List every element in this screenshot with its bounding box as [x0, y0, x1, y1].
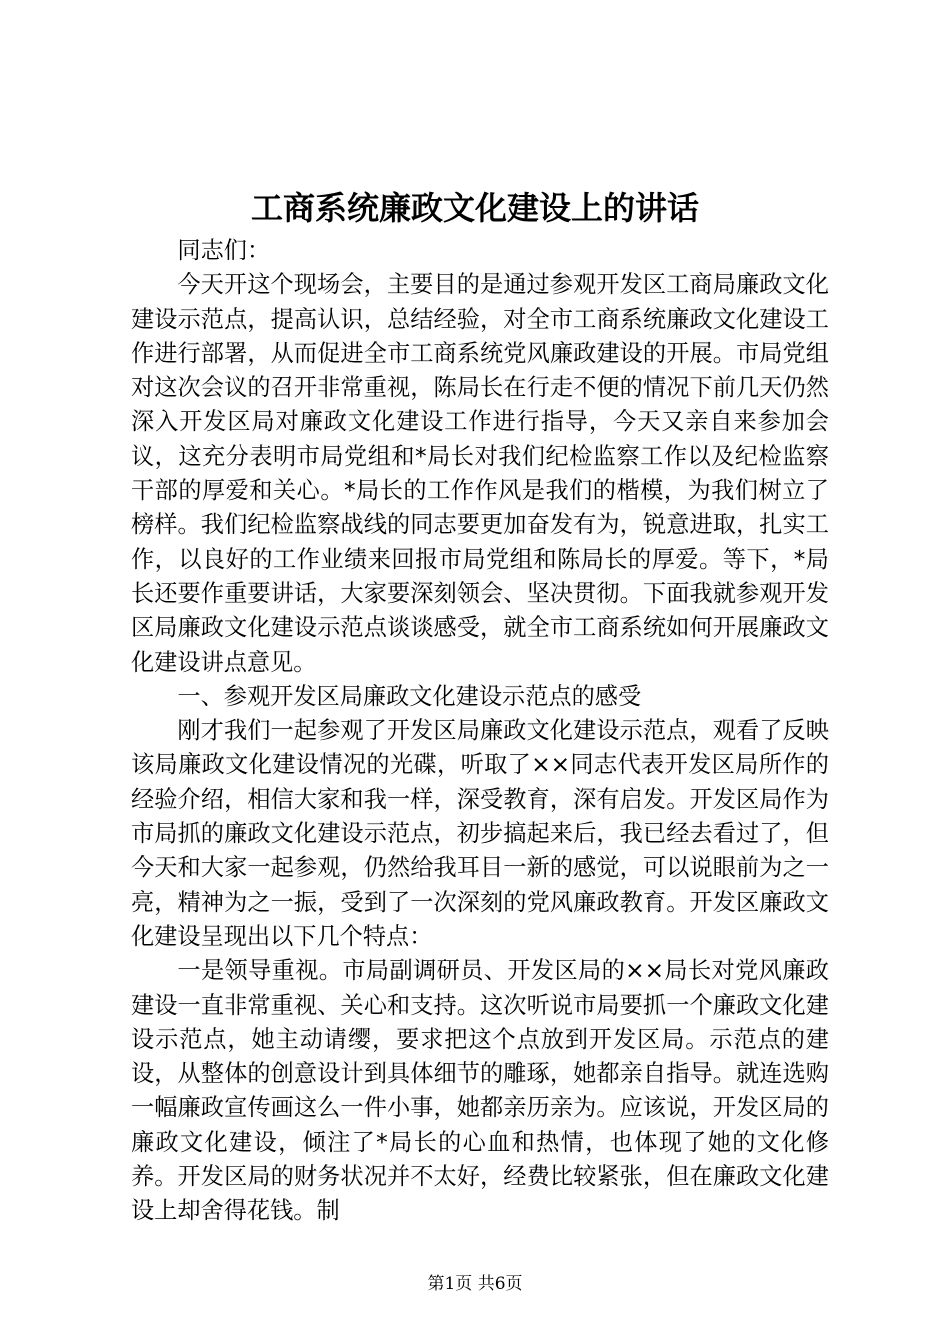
- section-heading: 一、参观开发区局廉政文化建设示范点的感受: [177, 682, 642, 710]
- document-title: 工商系统廉政文化建设上的讲话: [250, 189, 699, 227]
- paragraph-visit-impressions: 刚才我们一起参观了开发区局廉政文化建设示范点，观看了反映该局廉政文化建设情况的光碟，听取了××同志代表开发区局所作的经验介绍，相信大家和我一样，深受教育，深有启发。开发区局作为市局抓的廉政文化建设示范点，初步搞起来后，我已经去看过了，但今天和大家一起参观，仍然给我耳目一新的感觉，可以说眼前为之一亮，精神为之一振，受到了一次深刻的党风廉政教育。开发区廉政文化建设呈现出以下几个特点：: [131, 717, 829, 950]
- paragraph-opening: 今天开这个现场会，主要目的是通过参观开发区工商局廉政文化建设示范点，提高认识，总结经验，对全市工商系统廉政文化建设工作进行部署，从而促进全市工商系统党风廉政建设的开展。市局党组对这次会议的召开非常重视，陈局长在行走不便的情况下前几天仍然深入开发区局对廉政文化建设工作进行指导，今天又亲自来参加会议，这充分表明市局党组和*局长对我们纪检监察工作以及纪检监察干部的厚爱和关心。*局长的工作作风是我们的楷模，为我们树立了榜样。我们纪检监察战线的同志要更加奋发有为，锐意进取，扎实工作，以良好的工作业绩来回报市局党组和陈局长的厚爱。等下，*局长还要作重要讲话，大家要深刻领会、坚决贯彻。下面我就参观开发区局廉政文化建设示范点谈谈感受，就全市工商系统如何开展廉政文化建设讲点意见。: [131, 271, 829, 676]
- document-body: [131, 234, 829, 1229]
- page-number-footer: 第1页 共6页: [427, 1274, 523, 1294]
- paragraph-leadership: 一是领导重视。市局副调研员、开发区局的××局长对党风廉政建设一直非常重视、关心和支持。这次听说市局要抓一个廉政文化建设示范点，她主动请缨，要求把这个点放到开发区局。示范点的建设，从整体的创意设计到具体细节的雕琢，她都亲自指导。就连选购一幅廉政宣传画这么一件小事，她都亲历亲为。应该说，开发区局的廉政文化建设，倾注了*局长的心血和热情，也体现了她的文化修养。开发区局的财务状况并不太好，经费比较紧张，但在廉政文化建设上却舍得花钱。制: [131, 957, 829, 1225]
- salutation: 同志们：: [177, 237, 271, 264]
